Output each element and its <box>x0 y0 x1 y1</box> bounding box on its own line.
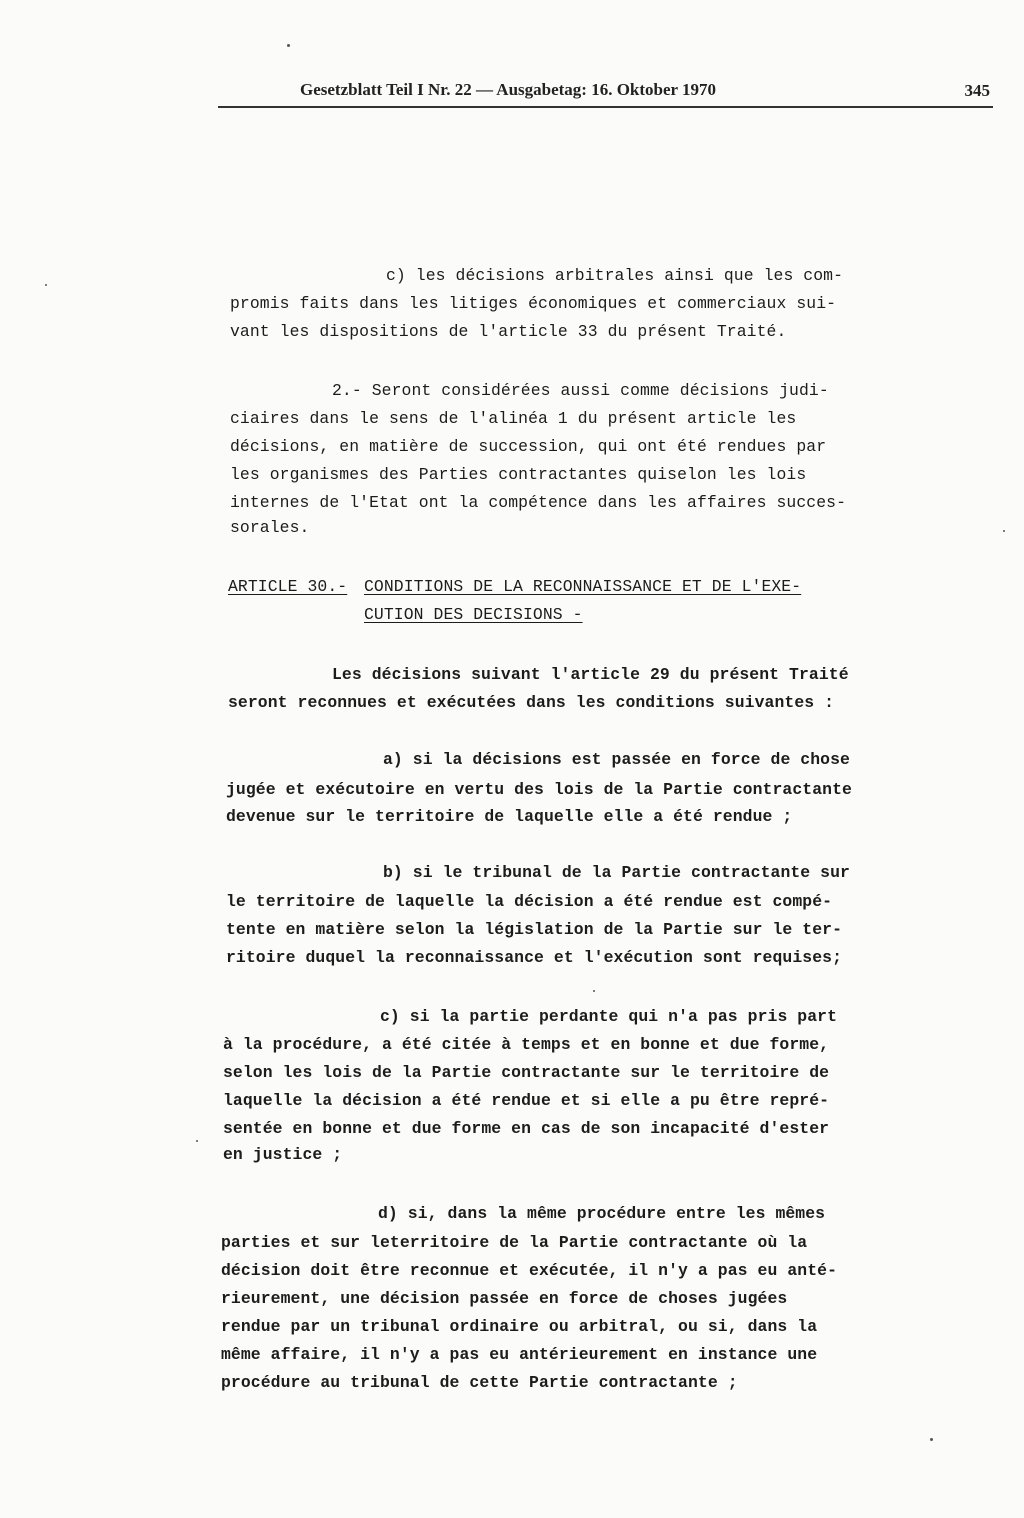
text-line: rendue par un tribunal ordinaire ou arbitral, ou si, dans la <box>221 1317 818 1336</box>
text-line: seront reconnues et exécutées dans les conditions suivantes : <box>228 693 835 712</box>
text-line: tente en matière selon la législation de la Partie sur le ter- <box>226 920 843 939</box>
scan-speck <box>1003 530 1005 532</box>
article-label: ARTICLE 30.- <box>228 577 348 596</box>
scan-speck <box>45 284 47 286</box>
text-line: d) si, dans la même procédure entre les mêmes <box>378 1204 826 1223</box>
text-line: même affaire, il n'y a pas eu antérieurement en instance une <box>221 1345 818 1364</box>
scan-speck <box>196 1140 198 1142</box>
page-number: 345 <box>964 81 990 100</box>
text-line: 2.- Seront considérées aussi comme décisions judi- <box>332 381 829 400</box>
text-line: internes de l'Etat ont la compétence dans les affaires succes- <box>230 493 847 512</box>
text-line: sorales. <box>230 518 310 537</box>
scan-speck <box>930 1438 933 1441</box>
text-line: laquelle la décision a été rendue et si elle a pu être repré- <box>223 1091 830 1110</box>
text-line: procédure au tribunal de cette Partie contractante ; <box>221 1373 738 1392</box>
scan-speck <box>593 990 595 992</box>
text-line: promis faits dans les litiges économiques et commerciaux sui- <box>230 294 837 313</box>
text-line: sentée en bonne et due forme en cas de son incapacité d'ester <box>223 1119 830 1138</box>
scan-speck <box>287 44 290 47</box>
text-line: ciaires dans le sens de l'alinéa 1 du présent article les <box>230 409 797 428</box>
page-header <box>300 80 990 104</box>
text-line: jugée et exécutoire en vertu des lois de la Partie contractante <box>226 780 852 799</box>
text-line: b) si le tribunal de la Partie contractante sur <box>383 863 850 882</box>
text-line: le territoire de laquelle la décision a été rendue est compé- <box>226 892 833 911</box>
text-line: Les décisions suivant l'article 29 du présent Traité <box>332 665 849 684</box>
text-line: a) si la décisions est passée en force de chose <box>383 750 850 769</box>
article-title-continued: CUTION DES DECISIONS - <box>364 605 583 624</box>
text-line: les organismes des Parties contractantes quiselon les lois <box>230 465 807 484</box>
text-line: c) les décisions arbitrales ainsi que les com- <box>386 266 844 285</box>
text-line: parties et sur leterritoire de la Partie contractante où la <box>221 1233 808 1252</box>
header-rule <box>218 106 993 108</box>
text-line: en justice ; <box>223 1145 343 1164</box>
text-line: c) si la partie perdante qui n'a pas pris part <box>380 1007 838 1026</box>
text-line: selon les lois de la Partie contractante sur le territoire de <box>223 1063 830 1082</box>
text-line: rieurement, une décision passée en force de choses jugées <box>221 1289 788 1308</box>
article-title: CONDITIONS DE LA RECONNAISSANCE ET DE L'EXE- <box>364 577 802 596</box>
text-line: décisions, en matière de succession, qui ont été rendues par <box>230 437 827 456</box>
text-line: devenue sur le territoire de laquelle elle a été rendue ; <box>226 807 793 826</box>
text-line: vant les dispositions de l'article 33 du présent Traité. <box>230 322 787 341</box>
text-line: ritoire duquel la reconnaissance et l'exécution sont requises; <box>226 948 843 967</box>
text-line: à la procédure, a été citée à temps et en bonne et due forme, <box>223 1035 830 1054</box>
gazette-title: Gesetzblatt Teil I Nr. 22 — Ausgabetag: 16. Oktober 1970 <box>300 80 717 99</box>
text-line: décision doit être reconnue et exécutée, il n'y a pas eu anté- <box>221 1261 838 1280</box>
